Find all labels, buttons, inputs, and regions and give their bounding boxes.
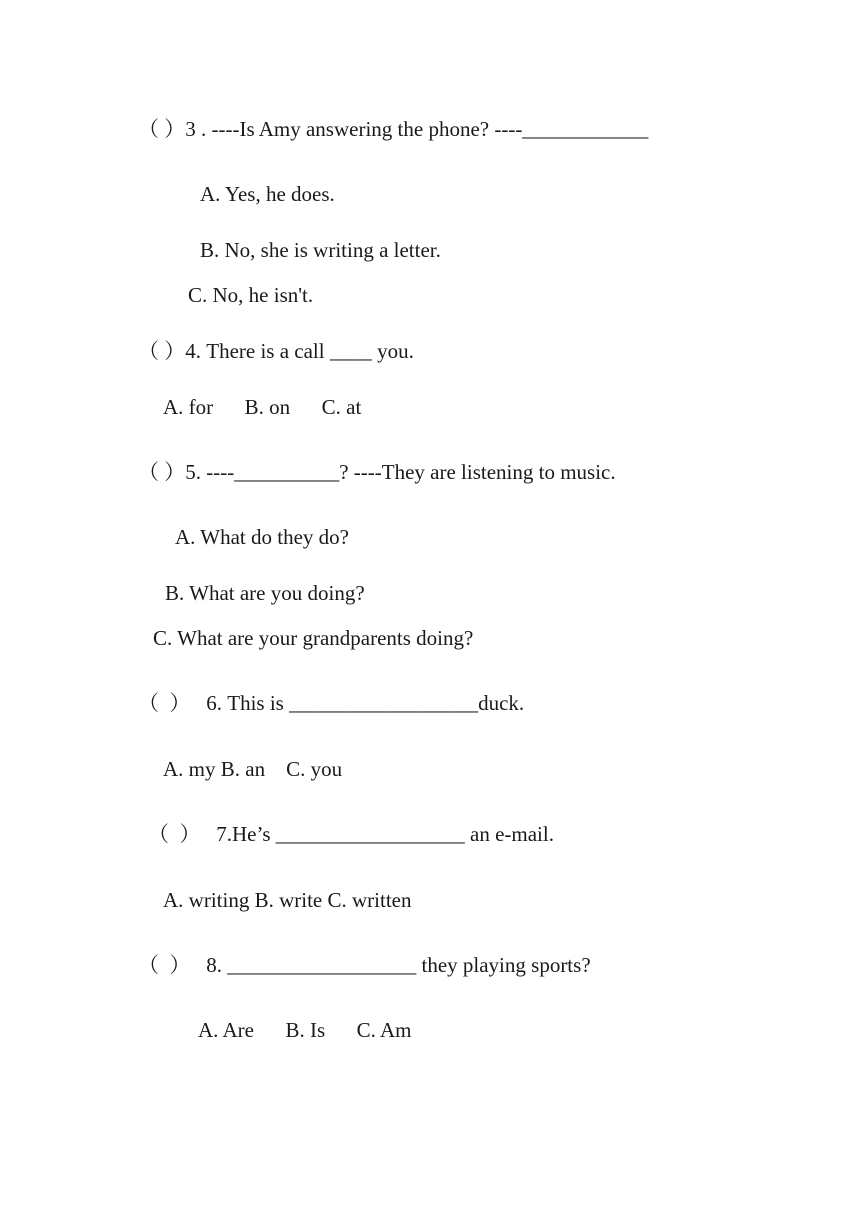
question-6-stem: （ ） 6. This is __________________duck. [138, 691, 525, 715]
question-7-options: A. writing B. write C. written [163, 888, 412, 912]
question-6-options: A. my B. an C. you [163, 757, 343, 781]
question-3-option-c: C. No, he isn't. [188, 283, 314, 307]
question-5-option-b: B. What are you doing? [165, 581, 365, 605]
question-5-option-c: C. What are your grandparents doing? [153, 626, 474, 650]
question-4-options: A. for B. on C. at [163, 395, 362, 419]
question-8-stem: （ ） 8. __________________ they playing sports? [138, 953, 591, 977]
question-8-options: A. Are B. Is C. Am [198, 1018, 412, 1042]
question-4-stem: （ ）4. There is a call ____ you. [138, 339, 414, 363]
question-3-option-a: A. Yes, he does. [200, 182, 335, 206]
question-5-option-a: A. What do they do? [175, 525, 349, 549]
question-3-stem: （ ）3 . ----Is Amy answering the phone? ----____________ [138, 117, 649, 141]
question-5-stem: （ ）5. ----__________? ----They are listening to music. [138, 460, 616, 484]
question-3-option-b: B. No, she is writing a letter. [200, 238, 441, 262]
question-7-stem: （ ） 7.He’s __________________ an e-mail. [148, 822, 554, 846]
